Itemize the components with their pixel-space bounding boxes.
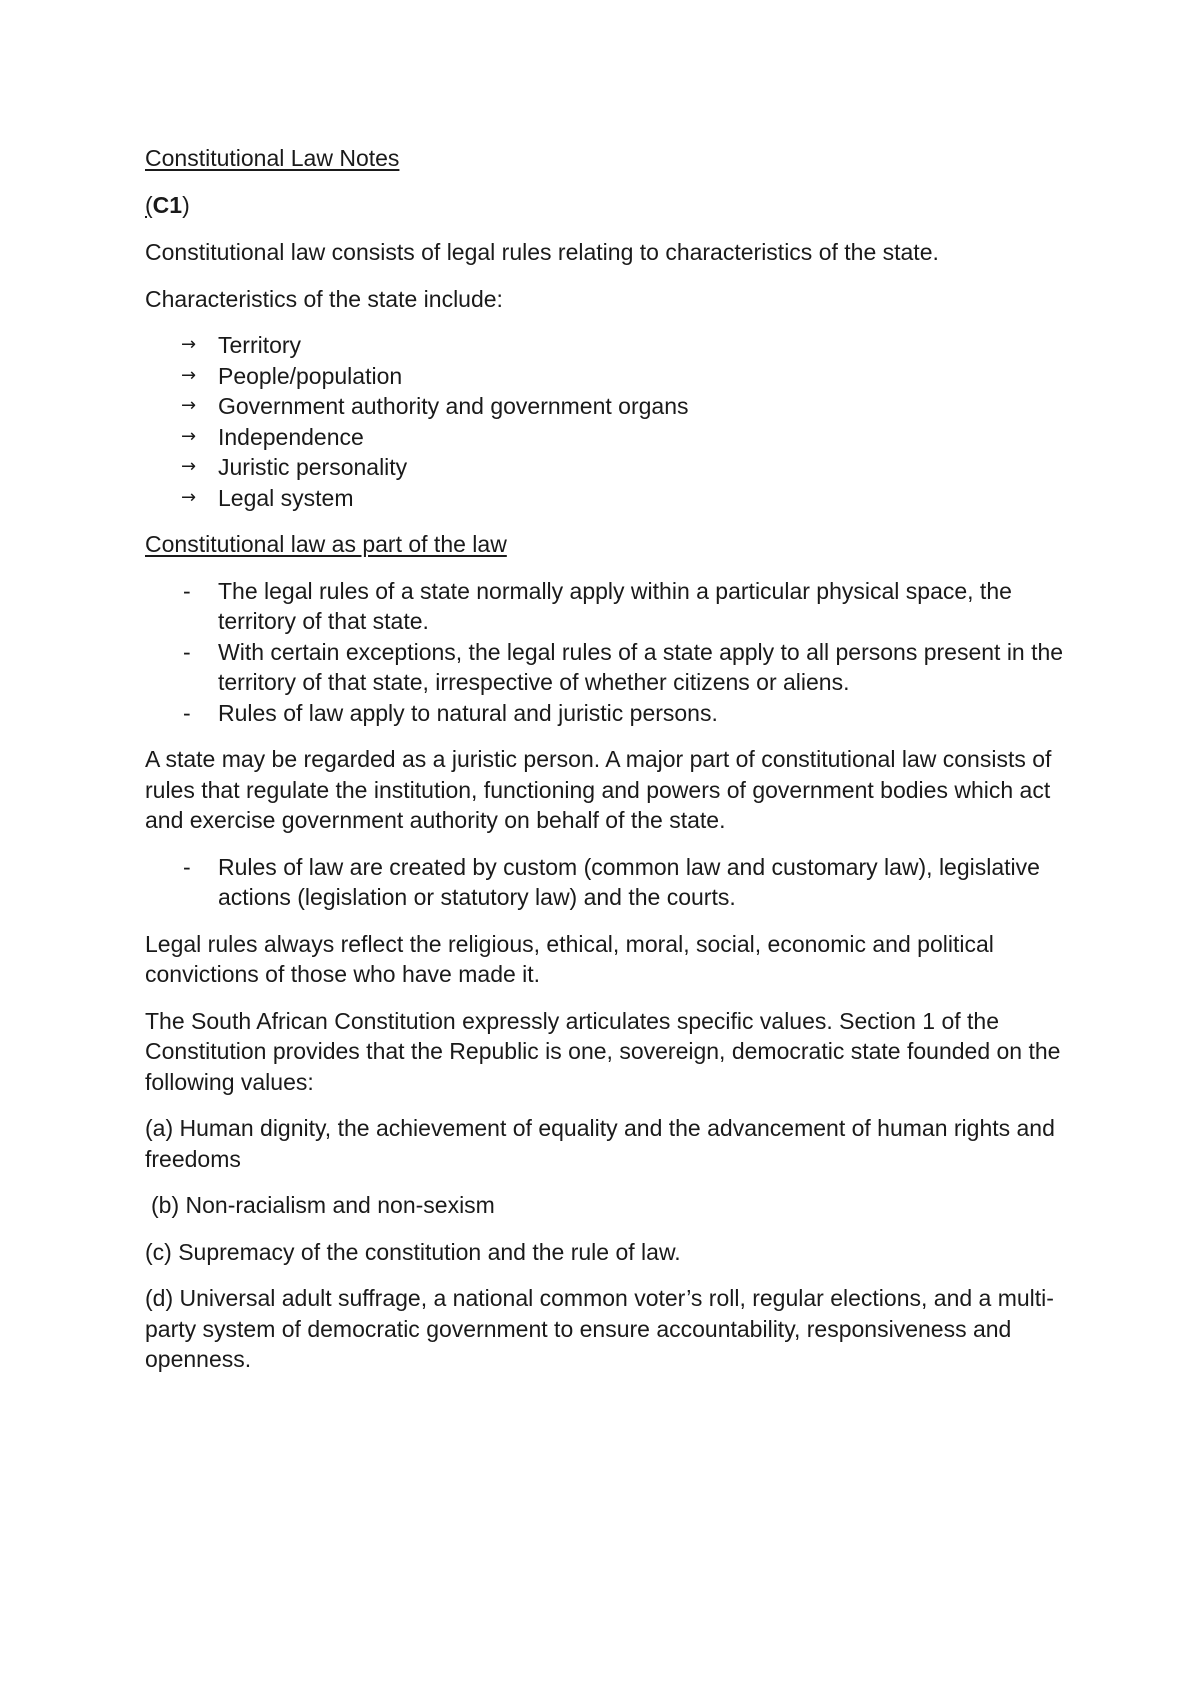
list-item: - With certain exceptions, the legal rules of a state apply to all persons present in the territory of that state, irrespective of whether citizens or aliens. <box>183 638 1064 695</box>
chapter-code-label: C1 <box>152 191 183 218</box>
convictions-paragraph: Legal rules always reflect the religious, ethical, moral, social, economic and political convictions of those who have made it. <box>145 930 994 987</box>
law-points-list <box>145 576 1065 729</box>
list-item: - Rules of law apply to natural and juristic persons. <box>145 698 1065 729</box>
intro-paragraph: Constitutional law consists of legal rules relating to characteristics of the state. <box>145 239 939 265</box>
chapter-code-open: ( <box>145 191 153 218</box>
dash-marker: - <box>183 853 191 880</box>
value-item: (a) Human dignity, the achievement of equality and the advancement of human rights and freedoms <box>145 1115 1055 1172</box>
arrow-icon: → <box>181 486 197 508</box>
chapter-code <box>145 190 1065 221</box>
list-item: - The legal rules of a state normally apply within a particular physical space, the territory of that state. <box>183 577 1012 634</box>
chapter-code-close: ) <box>182 191 190 218</box>
list-item: → Legal system <box>145 483 1065 514</box>
arrow-icon: → <box>181 425 197 447</box>
dash-marker: - <box>183 577 191 604</box>
value-item: (b) Non-racialism and non-sexism <box>151 1192 495 1218</box>
arrow-icon: → <box>181 456 197 477</box>
arrow-icon: → <box>181 364 197 386</box>
value-item: (d) Universal adult suffrage, a national common voter’s roll, regular elections, and a multi-party system of democratic government to ensure accountability, responsiveness and openness. <box>145 1285 1054 1372</box>
characteristics-heading: Characteristics of the state include: <box>145 285 503 312</box>
list-item: → People/population <box>145 361 1065 392</box>
values-paragraph: The South African Constitution expressly articulates specific values. Section 1 of the Constitution provides that the Republic is one, sovereign, democratic state founded on the following values: <box>145 1007 1061 1095</box>
section-heading: Constitutional law as part of the law <box>145 531 507 557</box>
document-title: Constitutional Law Notes <box>145 145 400 171</box>
juristic-paragraph: A state may be regarded as a juristic person. A major part of constitutional law consists of rules that regulate the institution, functioning and powers of government bodies which act and exercise government authority on behalf of the state. <box>145 746 1052 833</box>
list-item: → Juristic personality <box>145 452 1065 483</box>
creation-points-list <box>145 852 1065 913</box>
document-body <box>145 143 1065 1391</box>
list-item: → Government authority and government organs <box>145 391 1065 422</box>
arrow-icon: → <box>181 395 197 416</box>
dash-marker: - <box>183 699 191 726</box>
arrow-icon: → <box>181 334 197 355</box>
list-item: → Independence <box>145 422 1065 453</box>
list-item: → Territory <box>145 330 1065 361</box>
value-item: (c) Supremacy of the constitution and the rule of law. <box>145 1238 681 1265</box>
list-item: - Rules of law are created by custom (common law and customary law), legislative actions (legislation or statutory law) and the courts. <box>183 853 1040 910</box>
characteristics-list <box>145 330 1065 513</box>
dash-marker: - <box>183 638 191 665</box>
